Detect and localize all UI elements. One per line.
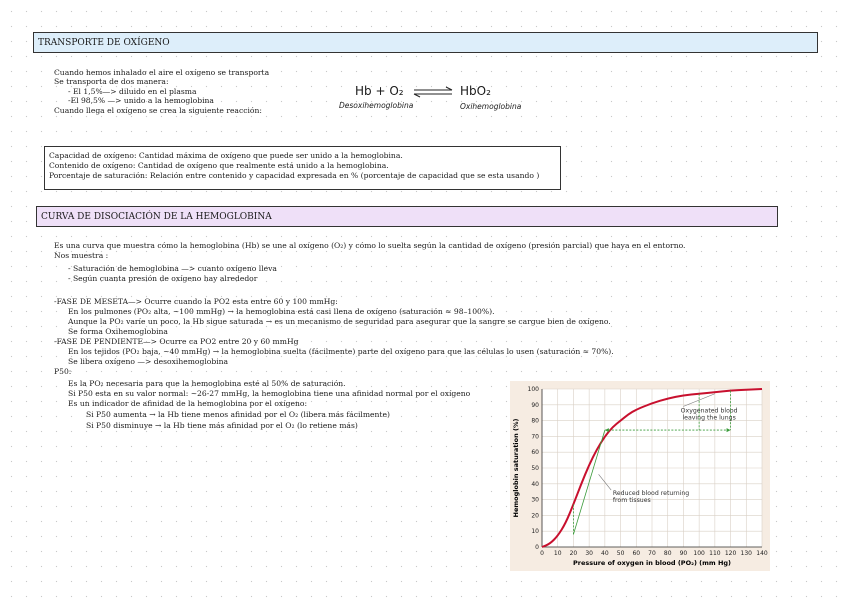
y-tick-label: 80 — [531, 417, 539, 425]
annotation-oxygenated: Oxygenated blood — [680, 407, 738, 415]
x-tick-label: 60 — [632, 550, 641, 557]
text-line: Es la PO₂ necesaria para que la hemoglobina esté al 50% de saturación. — [68, 379, 346, 388]
y-tick-label: 20 — [531, 512, 539, 520]
text-line: Se forma Oxihemoglobina — [68, 327, 168, 336]
equilibrium-arrow-icon — [412, 86, 454, 98]
x-tick-label: 120 — [724, 550, 737, 557]
x-tick-label: 30 — [585, 550, 593, 557]
text-line: En los tejidos (PO₂ baja, ~40 mmHg) → la hemoglobina suelta (fácilmente) parte del oxígeno para que las células lo usen (saturación ≈ 70%). — [68, 347, 614, 356]
text-line: Si P50 disminuye → la Hb tiene más afinidad por el O₂ (lo retiene más) — [86, 421, 358, 430]
definition-contenido: Contenido de oxígeno: Cantidad de oxígeno que realmente está unido a la hemoglobina. — [49, 161, 389, 170]
x-tick-label: 100 — [693, 550, 705, 557]
pendiente-title: -FASE DE PENDIENTE—> Ocurre ca PO2 entre 20 y 60 mmHg — [54, 337, 299, 346]
text-line: - Según cuanta presión de oxígeno hay alrededor — [68, 274, 258, 283]
x-tick-label: 0 — [540, 550, 544, 557]
annotation-reduced: Reduced blood returning — [612, 489, 690, 497]
x-tick-label: 70 — [648, 550, 656, 557]
y-tick-label: 40 — [531, 480, 539, 488]
text-line: Cuando hemos inhalado el aire el oxígeno se transporta — [54, 68, 270, 77]
text-line: Nos muestra : — [54, 251, 109, 260]
y-tick-label: 100 — [527, 386, 539, 393]
text-line: Si P50 esta en su valor normal: ~26-27 mmHg, la hemoglobina tiene una afinidad normal por el oxígeno — [68, 389, 471, 398]
x-tick-label: 40 — [601, 550, 609, 557]
x-tick-label: 20 — [569, 550, 578, 557]
text-line: -El 98,5% —> unido a la hemoglobina — [68, 96, 214, 105]
y-tick-label: 90 — [531, 401, 539, 409]
y-tick-label: 30 — [531, 496, 539, 504]
x-tick-label: 130 — [740, 550, 753, 557]
text-line: Se libera oxígeno —> desoxihemoglobina — [68, 357, 229, 366]
y-axis-label: Hemoglobin saturation (%) — [512, 418, 520, 518]
text-line: Si P50 aumenta → la Hb tiene menos afinidad por el O₂ (libera más fácilmente) — [86, 410, 390, 419]
x-tick-label: 10 — [553, 550, 562, 557]
annotation-reduced-2: from tissues — [612, 496, 651, 504]
definition-porcentaje: Porcentaje de saturación: Relación entre contenido y capacidad expresada en % (porcentaje de capacidad que se esta usando ) — [49, 171, 540, 180]
text-line: - El 1,5%—> diluido en el plasma — [68, 87, 197, 96]
x-tick-label: 90 — [679, 550, 688, 557]
y-tick-label: 70 — [531, 433, 539, 441]
section-title: TRANSPORTE DE OXÍGENO — [38, 38, 170, 48]
label-oxihemoglobina: Oxihemoglobina — [460, 102, 522, 111]
y-tick-label: 50 — [531, 465, 539, 472]
section-header-curva — [36, 206, 778, 227]
x-tick-label: 80 — [663, 550, 672, 557]
x-tick-label: 50 — [616, 550, 625, 557]
equation-right: HbO₂ — [460, 84, 491, 98]
y-tick-label: 10 — [531, 528, 539, 536]
text-line: Es un indicador de afinidad de la hemoglobina por el oxígeno: — [68, 399, 308, 408]
text-line: Se transporta de dos manera: — [54, 77, 169, 86]
text-line: Es una curva que muestra cómo la hemoglobina (Hb) se une al oxígeno (O₂) y cómo lo suelta según la cantidad de oxígeno (presión parcial) que haya en el entorno. — [54, 241, 686, 250]
chart-svg — [510, 381, 770, 571]
x-axis-label: Pressure of oxygen in blood (PO₂) (mm Hg) — [572, 559, 732, 567]
text-line: Aunque la PO₂ varíe un poco, la Hb sigue saturada → es un mecanismo de seguridad para asegurar que la sangre se cargue bien de oxígeno. — [68, 317, 611, 326]
y-tick-label: 0 — [535, 544, 539, 551]
dissociation-curve-chart — [510, 381, 770, 571]
text-line: - Saturación de hemoglobina —> cuanto oxígeno lleva — [68, 264, 277, 273]
annotation-oxygenated-2: leaving the lungs — [682, 414, 736, 422]
section-header-transporte — [33, 32, 818, 53]
section-title: CURVA DE DISOCIACIÓN DE LA HEMOGLOBINA — [41, 212, 272, 222]
meseta-title: -FASE DE MESETA—> Ocurre cuando la PO2 esta entre 60 y 100 mmHg: — [54, 297, 338, 306]
definition-capacidad: Capacidad de oxígeno: Cantidad máxima de oxígeno que puede ser unido a la hemoglobina. — [49, 151, 403, 160]
x-tick-label: 110 — [709, 550, 721, 557]
label-desoxihemoglobina: Desoxihemoglobina — [339, 101, 414, 110]
y-tick-label: 60 — [531, 449, 539, 457]
text-line: Cuando llega el oxígeno se crea la siguiente reacción: — [54, 106, 262, 115]
definitions-box — [44, 146, 561, 190]
x-tick-label: 140 — [756, 550, 768, 557]
equation-left: Hb + O₂ — [355, 84, 404, 98]
text-line: En los pulmones (PO₂ alta, ~100 mmHg) → la hemoglobina está casi llena de oxígeno (saturación ≈ 98–100%). — [68, 307, 495, 316]
p50-title: P50: — [54, 367, 72, 376]
